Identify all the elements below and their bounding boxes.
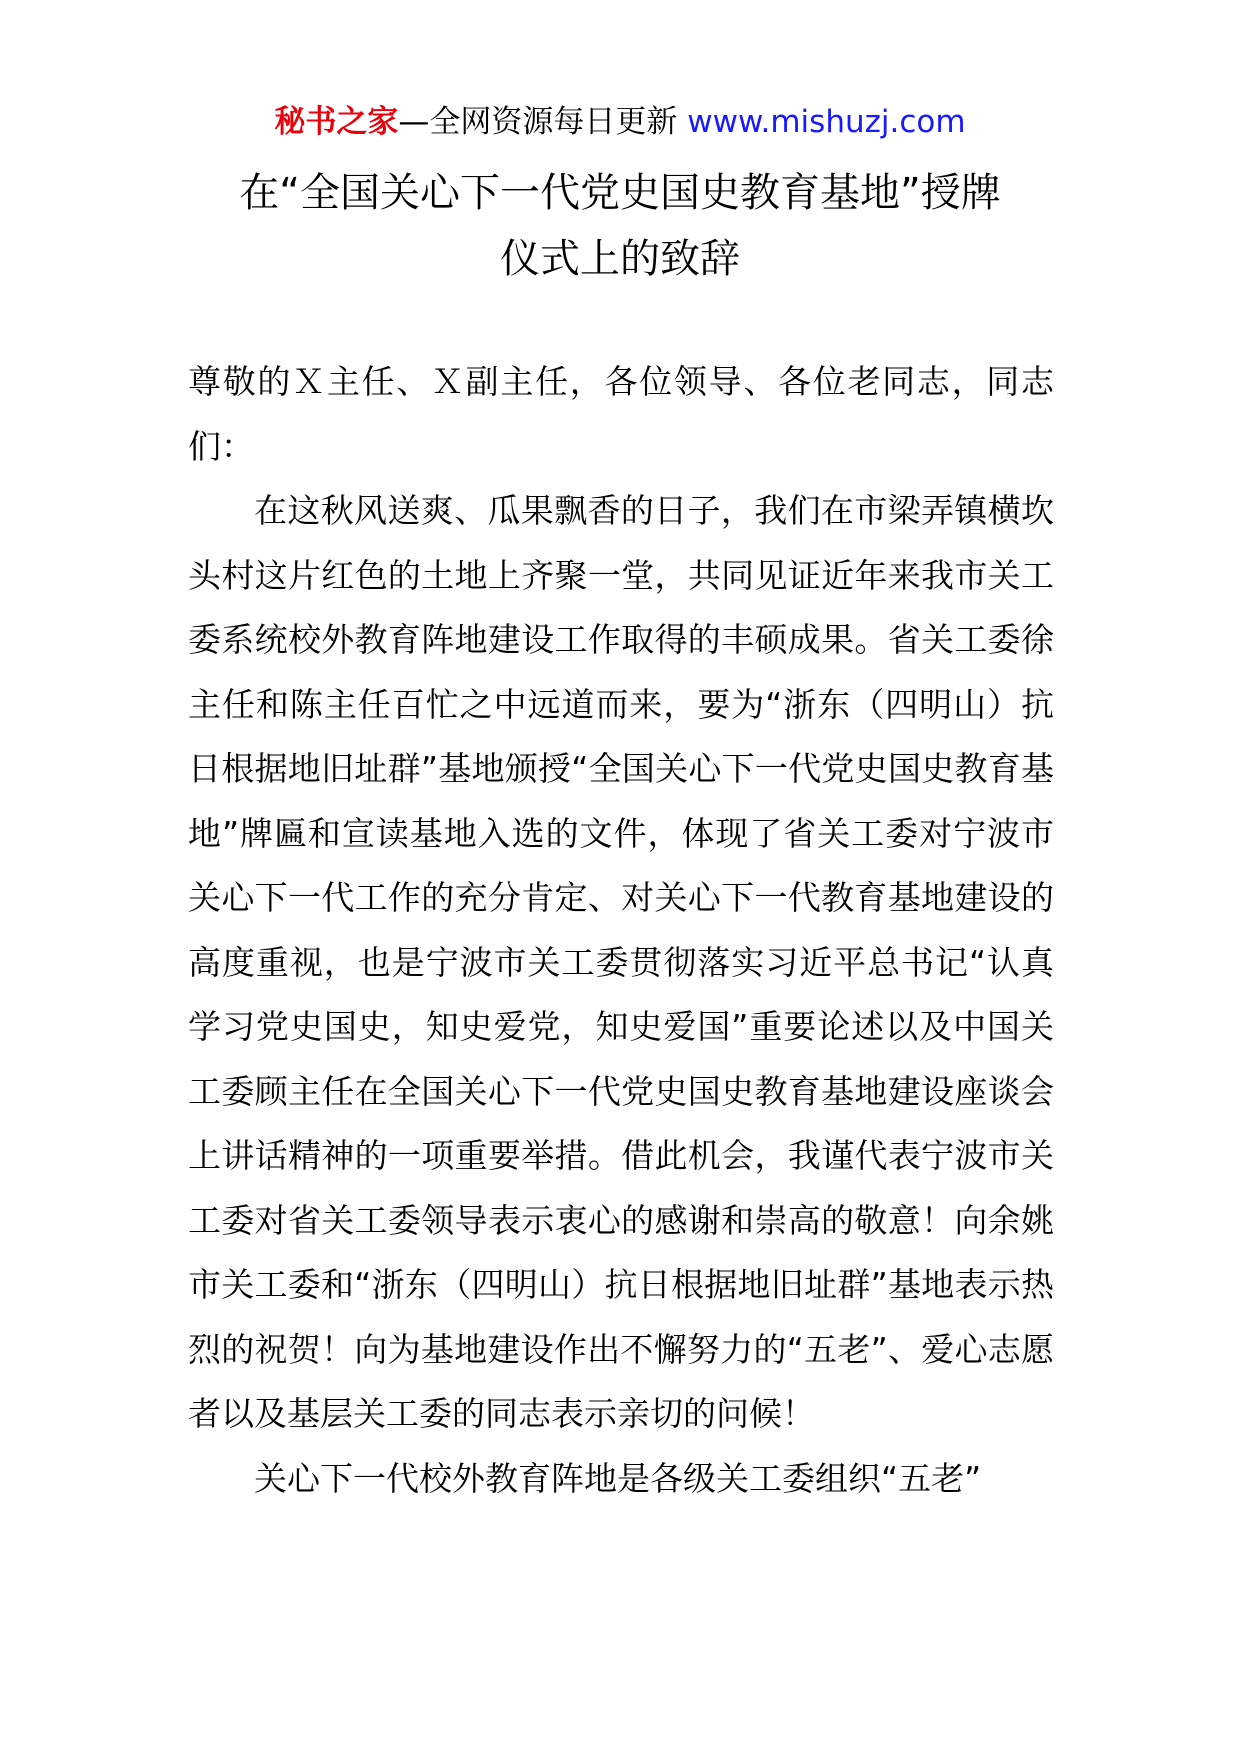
- paragraph-2: 关心下一代校外教育阵地是各级关工委组织“五老”: [254, 1458, 982, 1498]
- title-line-2: 仪式上的致辞: [500, 236, 740, 282]
- title-line-1: 在“全国关心下一代党史国史教育基地”授牌: [239, 170, 1001, 216]
- salutation: 尊敬的Ｘ主任、Ｘ副主任，各位领导、各位老同志，同志们：: [188, 362, 1054, 466]
- paragraph-1: 在这秋风送爽、瓜果飘香的日子，我们在市梁弄镇横坎头村这片红色的土地上齐聚一堂，共同见证近年来我市关工委系统校外教育阵地建设工作取得的丰硕成果。省关工委徐主任和陈主任百忙之中远道而来，要为“浙东（四明山）抗日根据地旧址群”基地颁授“全国关心下一代党史国史教育基地”牌匾和宣读基地入选的文件，体现了省关工委对宁波市关心下一代工作的充分肯定、对关心下一代教育基地建设的高度重视，也是宁波市关工委贯彻落实习近平总书记“认真学习党史国史，知史爱党，知史爱国”重要论述以及中国关工委顾主任在全国关心下一代党史国史教育基地建设座谈会上讲话精神的一项重要举措。借此机会，我谨代表宁波市关工委对省关工委领导表示衷心的感谢和崇高的敬意！向余姚市关工委和“浙东（四明山）抗日根据地旧址群”基地表示热烈的祝贺！向为基地建设作出不懈努力的“五老”、爱心志愿者以及基层关工委的同志表示亲切的问候！: [188, 491, 1054, 1433]
- header-tagline: —全网资源每日更新: [398, 104, 678, 140]
- site-header: [0, 100, 1240, 144]
- document-title: [150, 160, 1090, 292]
- document-body: [188, 350, 1054, 1511]
- brand-name: 秘书之家: [274, 104, 399, 140]
- site-url-link[interactable]: www.mishuzj.com: [687, 104, 966, 140]
